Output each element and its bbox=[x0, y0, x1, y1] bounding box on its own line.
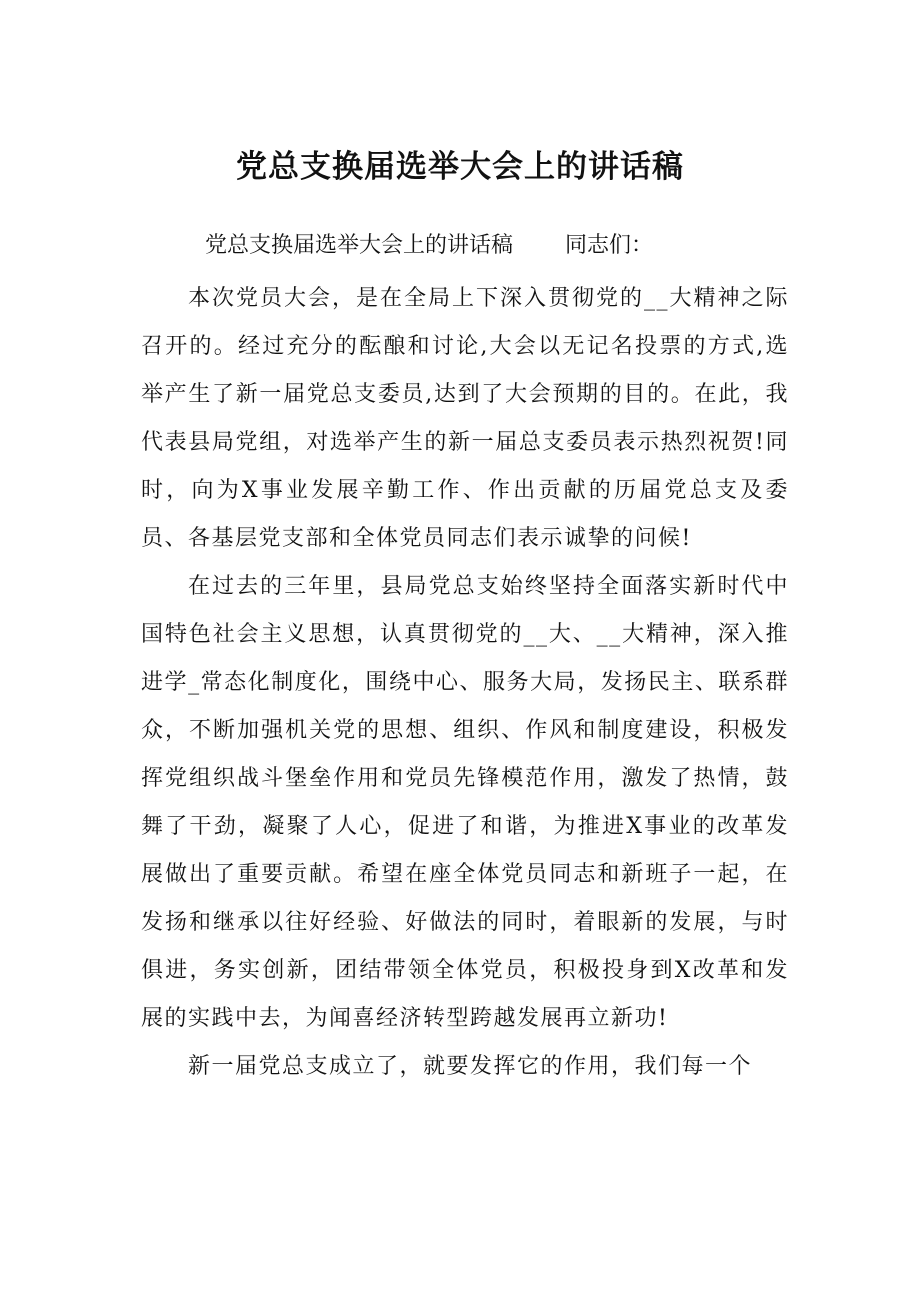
subtitle-heading: 党总支换届选举大会上的讲话稿 bbox=[205, 233, 514, 258]
document-body bbox=[141, 275, 789, 1091]
document-title: 党总支换届选举大会上的讲话稿 bbox=[236, 149, 684, 185]
salutation: 同志们： bbox=[565, 233, 654, 258]
paragraph-1: 本次党员大会，是在全局上下深入贯彻党的__大精神之际召开的。经过充分的酝酿和讨论,大会以无记名投票的方式,选举产生了新一届党总支委员,达到了大会预期的目的。在此，我代表县局党组，对选举产生的新一届总支委员表示热烈祝贺!同时，向为X事业发展辛勤工作、作出贡献的历届党总支及委员、各基层党支部和全体党员同志们表示诚挚的问候! bbox=[141, 286, 789, 551]
document-subtitle bbox=[205, 226, 653, 266]
paragraph-2: 在过去的三年里，县局党总支始终坚持全面落实新时代中国特色社会主义思想，认真贯彻党的__大、__大精神，深入推进学_常态化制度化，围绕中心、服务大局，发扬民主、联系群众，不断加强机关党的思想、组织、作风和制度建设，积极发挥党组织战斗堡垒作用和党员先锋模范作用，激发了热情，鼓舞了干劲，凝聚了人心，促进了和谐，为推进X事业的改革发展做出了重要贡献。希望在座全体党员同志和新班子一起，在发扬和继承以往好经验、好做法的同时，着眼新的发展，与时俱进，务实创新，团结带领全体党员，积极投身到X改革和发展的实践中去，为闻喜经济转型跨越发展再立新功! bbox=[141, 574, 789, 1031]
paragraph-3: 新一届党总支成立了，就要发挥它的作用，我们每一个 bbox=[188, 1054, 753, 1079]
